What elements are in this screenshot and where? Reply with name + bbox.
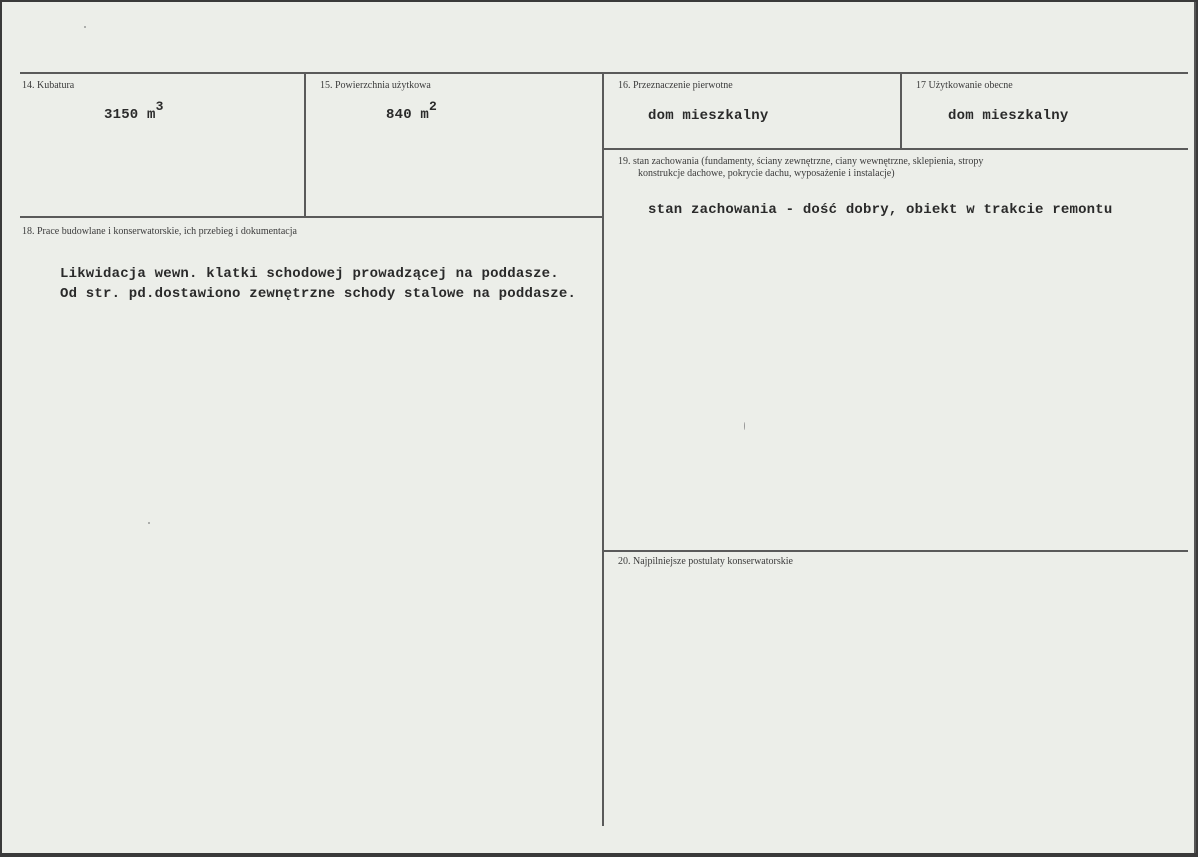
field-17-value: dom mieszkalny xyxy=(948,108,1069,124)
rule-under-16-17 xyxy=(604,148,1188,150)
rule-above-20 xyxy=(604,550,1188,552)
field-17-label: 17 Użytkowanie obecne xyxy=(916,80,1013,91)
top-rule xyxy=(20,72,1188,74)
field-15-superscript: 2 xyxy=(429,99,438,114)
divider-14-15 xyxy=(304,74,306,218)
field-15-number: 840 m xyxy=(386,107,430,123)
field-18-line-2: Od str. pd.dostawiono zewnętrzne schody stalowe na poddasze. xyxy=(60,286,577,302)
paper-speck xyxy=(148,522,150,524)
paper-speck xyxy=(84,26,86,28)
field-18-label: 18. Prace budowlane i konserwatorskie, ich przebieg i dokumentacja xyxy=(22,226,297,237)
field-16-value: dom mieszkalny xyxy=(648,108,769,124)
field-14-superscript: 3 xyxy=(155,99,164,114)
field-19-value: stan zachowania - dość dobry, obiekt w trakcie remontu xyxy=(648,202,1113,218)
paper-speck xyxy=(744,422,745,430)
field-14-number: 3150 m xyxy=(104,107,156,123)
field-18-line-1: Likwidacja wewn. klatki schodowej prowadzącej na poddasze. xyxy=(60,266,559,282)
rule-under-14-15 xyxy=(20,216,602,218)
divider-16-17 xyxy=(900,74,902,150)
field-19-label-line-2: konstrukcje dachowe, pokrycie dachu, wyposażenie i instalacje) xyxy=(638,168,895,179)
field-19-label-line-1: 19. stan zachowania (fundamenty, ściany zewnętrzne, ciany wewnętrzne, sklepienia, stropy xyxy=(618,156,984,167)
field-15-label: 15. Powierzchnia użytkowa xyxy=(320,80,431,91)
record-card-sheet xyxy=(2,2,1196,853)
field-14-value xyxy=(104,99,164,123)
field-20-label: 20. Najpilniejsze postulaty konserwatorskie xyxy=(618,556,793,567)
center-divider xyxy=(602,74,604,826)
field-15-value xyxy=(386,99,438,123)
field-16-label: 16. Przeznaczenie pierwotne xyxy=(618,80,733,91)
field-14-label: 14. Kubatura xyxy=(22,80,75,91)
